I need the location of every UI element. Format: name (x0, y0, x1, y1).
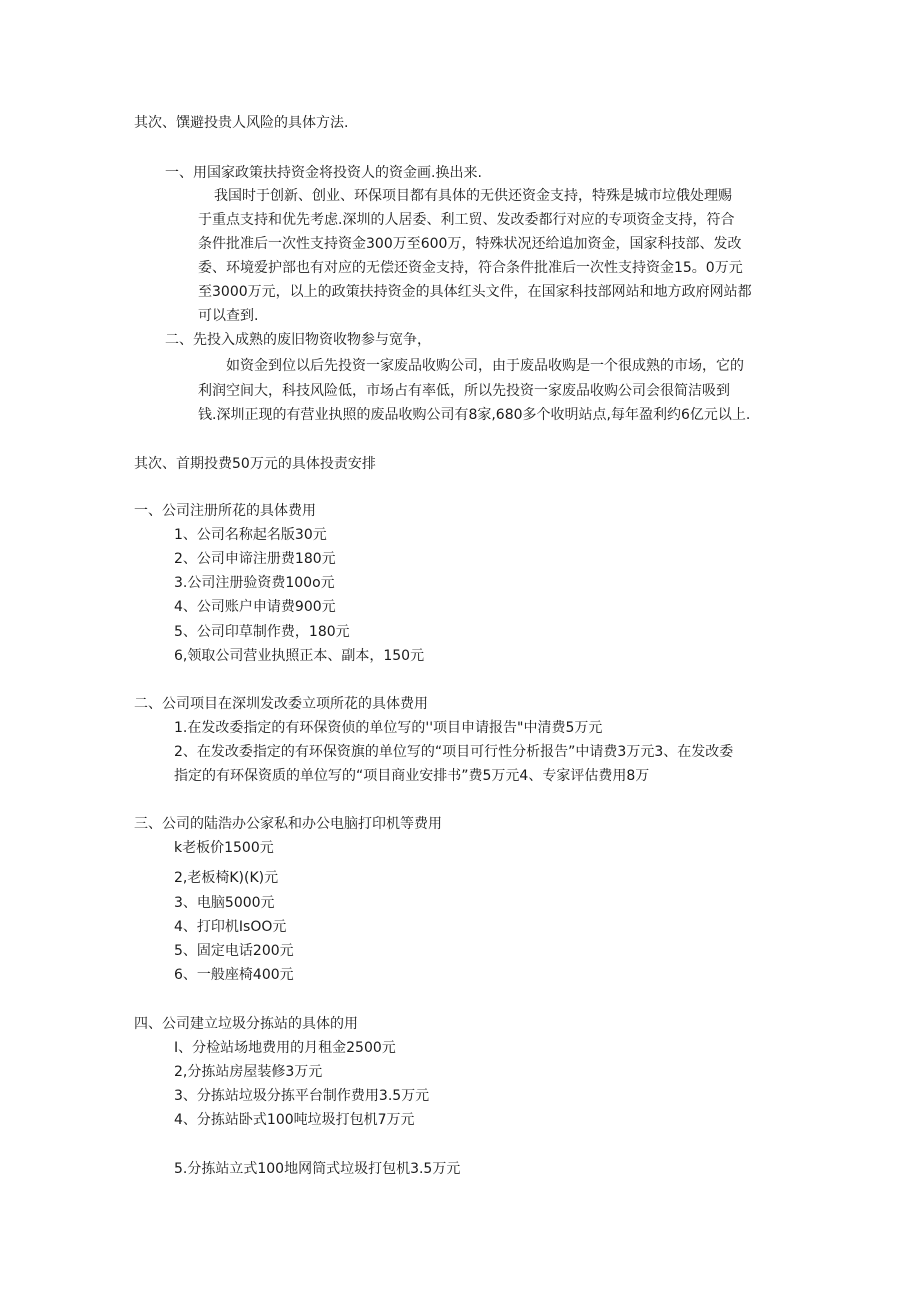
part1-item: 3.公司注册验资费100o元 (174, 575, 335, 591)
part4-item: 4、分拣站卧式100吨垃圾打包机7万元 (174, 1112, 415, 1128)
part4-heading: 四、公司建立垃圾分拣站的具体的用 (134, 1016, 358, 1032)
paragraph-line: 可以查到. (198, 308, 259, 324)
part2-heading: 二、公司项目在深圳发改委立项所花的具体费用 (134, 696, 428, 712)
part2-line: 1.在发改委指定的有环保资侦的单位写的''项目申请报告"中清费5万元 (174, 720, 603, 736)
part3-heading: 三、公司的陆浩办公家私和办公电脑打印机等费用 (134, 816, 442, 832)
part3-item: 2,老板椅K)(K)元 (174, 870, 279, 886)
paragraph-line: 至3000万元，以上的政策扶持资金的具体红头文件，在国家科技部网站和地方政府网站都 (198, 284, 752, 300)
part4-item: I、分检站场地费用的月租金2500元 (174, 1040, 396, 1056)
risk-item2-heading: 二、先投入成熟的废旧物资收物参与宽争， (165, 332, 431, 348)
part1-item: 6,领取公司营业执照正本、副本，150元 (174, 648, 425, 664)
part3-item: 6、一般座椅400元 (174, 967, 294, 983)
part1-item: 1、公司名称起名版30元 (174, 527, 327, 543)
part1-item: 5、公司印草制作费，180元 (174, 624, 350, 640)
paragraph-line: 如资金到位以后先投资一家废品收购公司，由于废品收购是一个很成熟的市场，它的 (226, 358, 744, 374)
part3-item: 4、打印机IsOO元 (174, 919, 287, 935)
part1-heading: 一、公司注册所花的具体费用 (134, 503, 316, 519)
part1-item: 2、公司申谛注册费180元 (174, 551, 336, 567)
paragraph-line: 条件批准后一次性支持资金300万至600万，特殊状况还给追加资金，国家科技部、发改 (198, 236, 742, 252)
paragraph-line: 钱.深圳正现的有营业执照的废品收购公司有8家,680多个收明站点,每年盈利约6亿元以上. (198, 407, 751, 423)
budget-section-heading: 其次、首期投费50万元的具体投责安排 (134, 456, 376, 472)
part4-item: 5.分拣站立式100地网筒式垃圾打包机3.5万元 (174, 1161, 461, 1177)
paragraph-line: 我国时于创新、创业、环保项目都有具体的无供还资金支持，特殊是城市垃俄处理赐 (214, 188, 732, 204)
part3-item: k老板价1500元 (174, 840, 274, 856)
paragraph-line: 利润空间大，科技风险低，市场占有率低，所以先投资一家废品收购公司会很简洁吸到 (198, 383, 730, 399)
risk-item1-heading: 一、用国家政策扶持资金将投资人的资金画.换出来. (165, 165, 482, 181)
risk-section-heading: 其次、馔避投贵人风险的具体方法. (134, 115, 349, 131)
part4-item: 2,分拣站房屋装修3万元 (174, 1064, 323, 1080)
paragraph-line: 委、环境爱护部也有对应的无偿还资金支持，符合条件批准后一次性支持资金15。0万元 (198, 260, 743, 276)
part1-item: 4、公司账户申请费900元 (174, 599, 336, 615)
part3-item: 5、固定电话200元 (174, 943, 294, 959)
part3-item: 3、电脑5000元 (174, 895, 275, 911)
part2-line: 指定的有环保资质的单位写的“项目商业安排书”费5万元4、专家评估费用8万 (174, 768, 650, 784)
part2-line: 2、在发改委指定的有环保资旗的单位写的“项目可行性分析报告”中请费3万元3、在发改委 (174, 744, 734, 760)
paragraph-line: 于重点支持和优先考虑.深圳的人居委、利工贸、发改委都行对应的专项资金支持，符合 (198, 212, 735, 228)
part4-item: 3、分拣站垃圾分拣平台制作费用3.5万元 (174, 1088, 430, 1104)
